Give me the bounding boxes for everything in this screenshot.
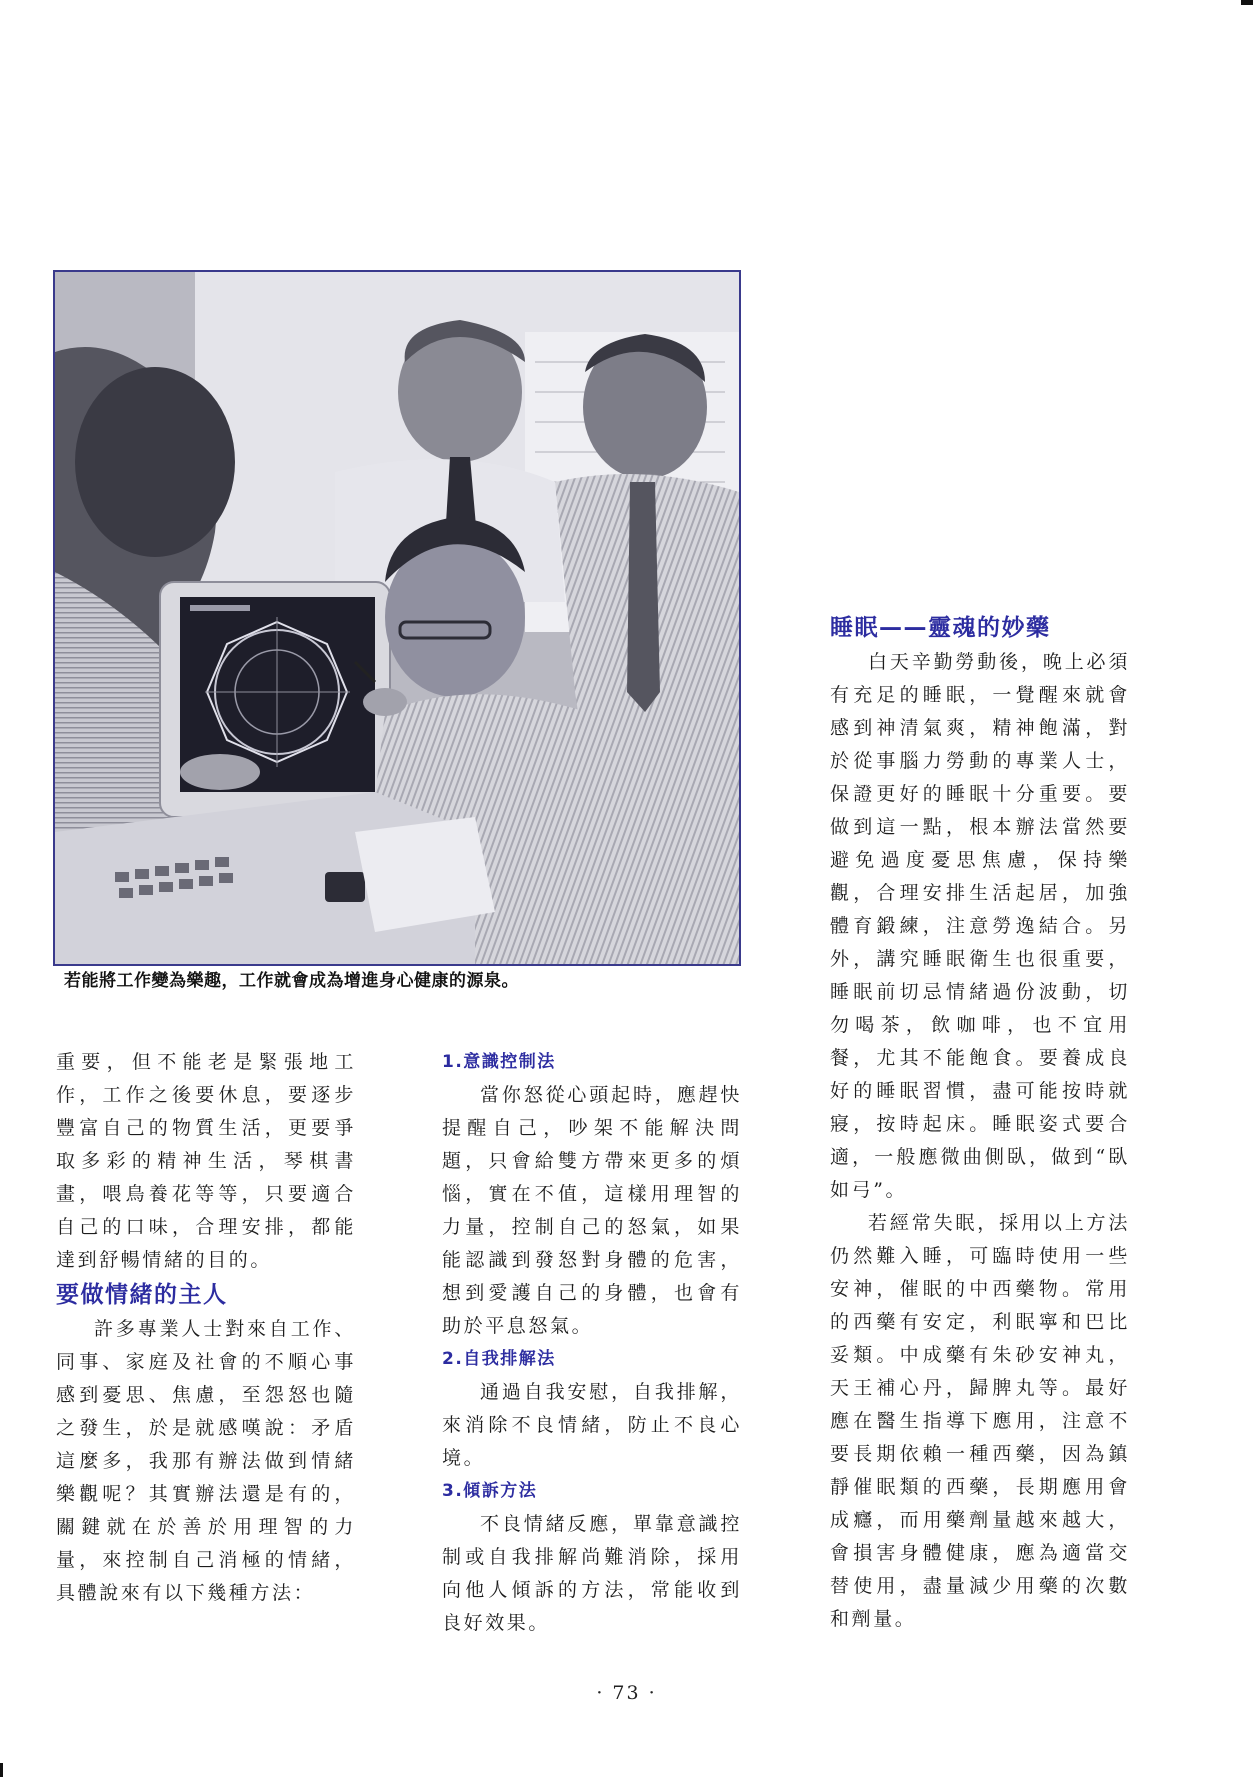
section-heading: 要做情緒的主人: [56, 1282, 228, 1308]
method-subheading: 3.傾訴方法: [442, 1481, 538, 1501]
left-column: [56, 1046, 356, 1610]
right-column: [830, 610, 1130, 1636]
body-paragraph: 若經常失眠，採用以上方法仍然難入睡，可臨時使用一些安神，催眠的中西藥物。常用的西藥有安定，利眠寧和巴比妥類。中成藥有朱砂安神丸，天王補心丹，歸脾丸等。最好應在醫生指導下應用，注意不要長期依賴一種西藥，因為鎮靜催眠類的西藥，長期應用會成癮，而用藥劑量越來越大，會損害身體健康，應為適當交替使用，盡量減少用藥的次數和劑量。: [830, 1212, 1130, 1630]
method-subheading: 1.意識控制法: [442, 1052, 556, 1072]
body-paragraph: 重要，但不能老是緊張地工作，工作之後要休息，要逐步豐富自己的物質生活，更要爭取多彩的精神生活，琴棋書畫，喂鳥養花等等，只要適合自己的口味，合理安排，都能達到舒暢情緒的目的。: [56, 1051, 356, 1271]
office-photo: [53, 270, 741, 966]
scan-edge-mark: [0, 1763, 3, 1777]
scan-corner-mark: [1241, 0, 1253, 5]
body-paragraph: 白天辛勤勞動後，晚上必須有充足的睡眠，一覺醒來就會感到神清氣爽，精神飽滿，對於從事腦力勞動的專業人士，保證更好的睡眠十分重要。要做到這一點，根本辦法當然要避免過度憂思焦慮，保持樂觀，合理安排生活起居，加強體育鍛練，注意勞逸結合。另外，講究睡眠衛生也很重要，睡眠前切忌情緒過份波動，切勿喝茶，飲咖啡，也不宜用餐，尤其不能飽食。要養成良好的睡眠習慣，盡可能按時就寢，按時起床。睡眠姿式要合適，一般應微曲側臥，做到“臥如弓”。: [830, 651, 1130, 1201]
body-paragraph: 不良情緒反應，單靠意識控制或自我排解尚難消除，採用向他人傾訴的方法，常能收到良好效果。: [442, 1513, 742, 1634]
body-paragraph: 當你怒從心頭起時，應趕快提醒自己，吵架不能解決問題，只會給雙方帶來更多的煩惱，實在不值，這樣用理智的力量，控制自己的怒氣，如果能認識到發怒對身體的危害，想到愛護自己的身體，也會有助於平息怒氣。: [442, 1084, 742, 1337]
section-heading: 睡眠——靈魂的妙藥: [830, 615, 1051, 641]
body-paragraph: 許多專業人士對來自工作、同事、家庭及社會的不順心事感到憂思、焦慮，至怨怒也隨之發生，於是就感嘆說：矛盾這麼多，我那有辦法做到情緒樂觀呢？其實辦法還是有的，關鍵就在於善於用理智的力量，來控制自己消極的情緒，具體說來有以下幾種方法：: [56, 1318, 356, 1604]
method-subheading: 2.自我排解法: [442, 1349, 556, 1369]
middle-column: [442, 1046, 742, 1640]
body-paragraph: 通過自我安慰，自我排解，來消除不良情緒，防止不良心境。: [442, 1381, 742, 1469]
photo-caption: 若能將工作變為樂趣，工作就會成為增進身心健康的源泉。: [64, 971, 519, 991]
office-photo-illustration: [55, 272, 739, 964]
page-number: · 73 ·: [596, 1682, 657, 1704]
